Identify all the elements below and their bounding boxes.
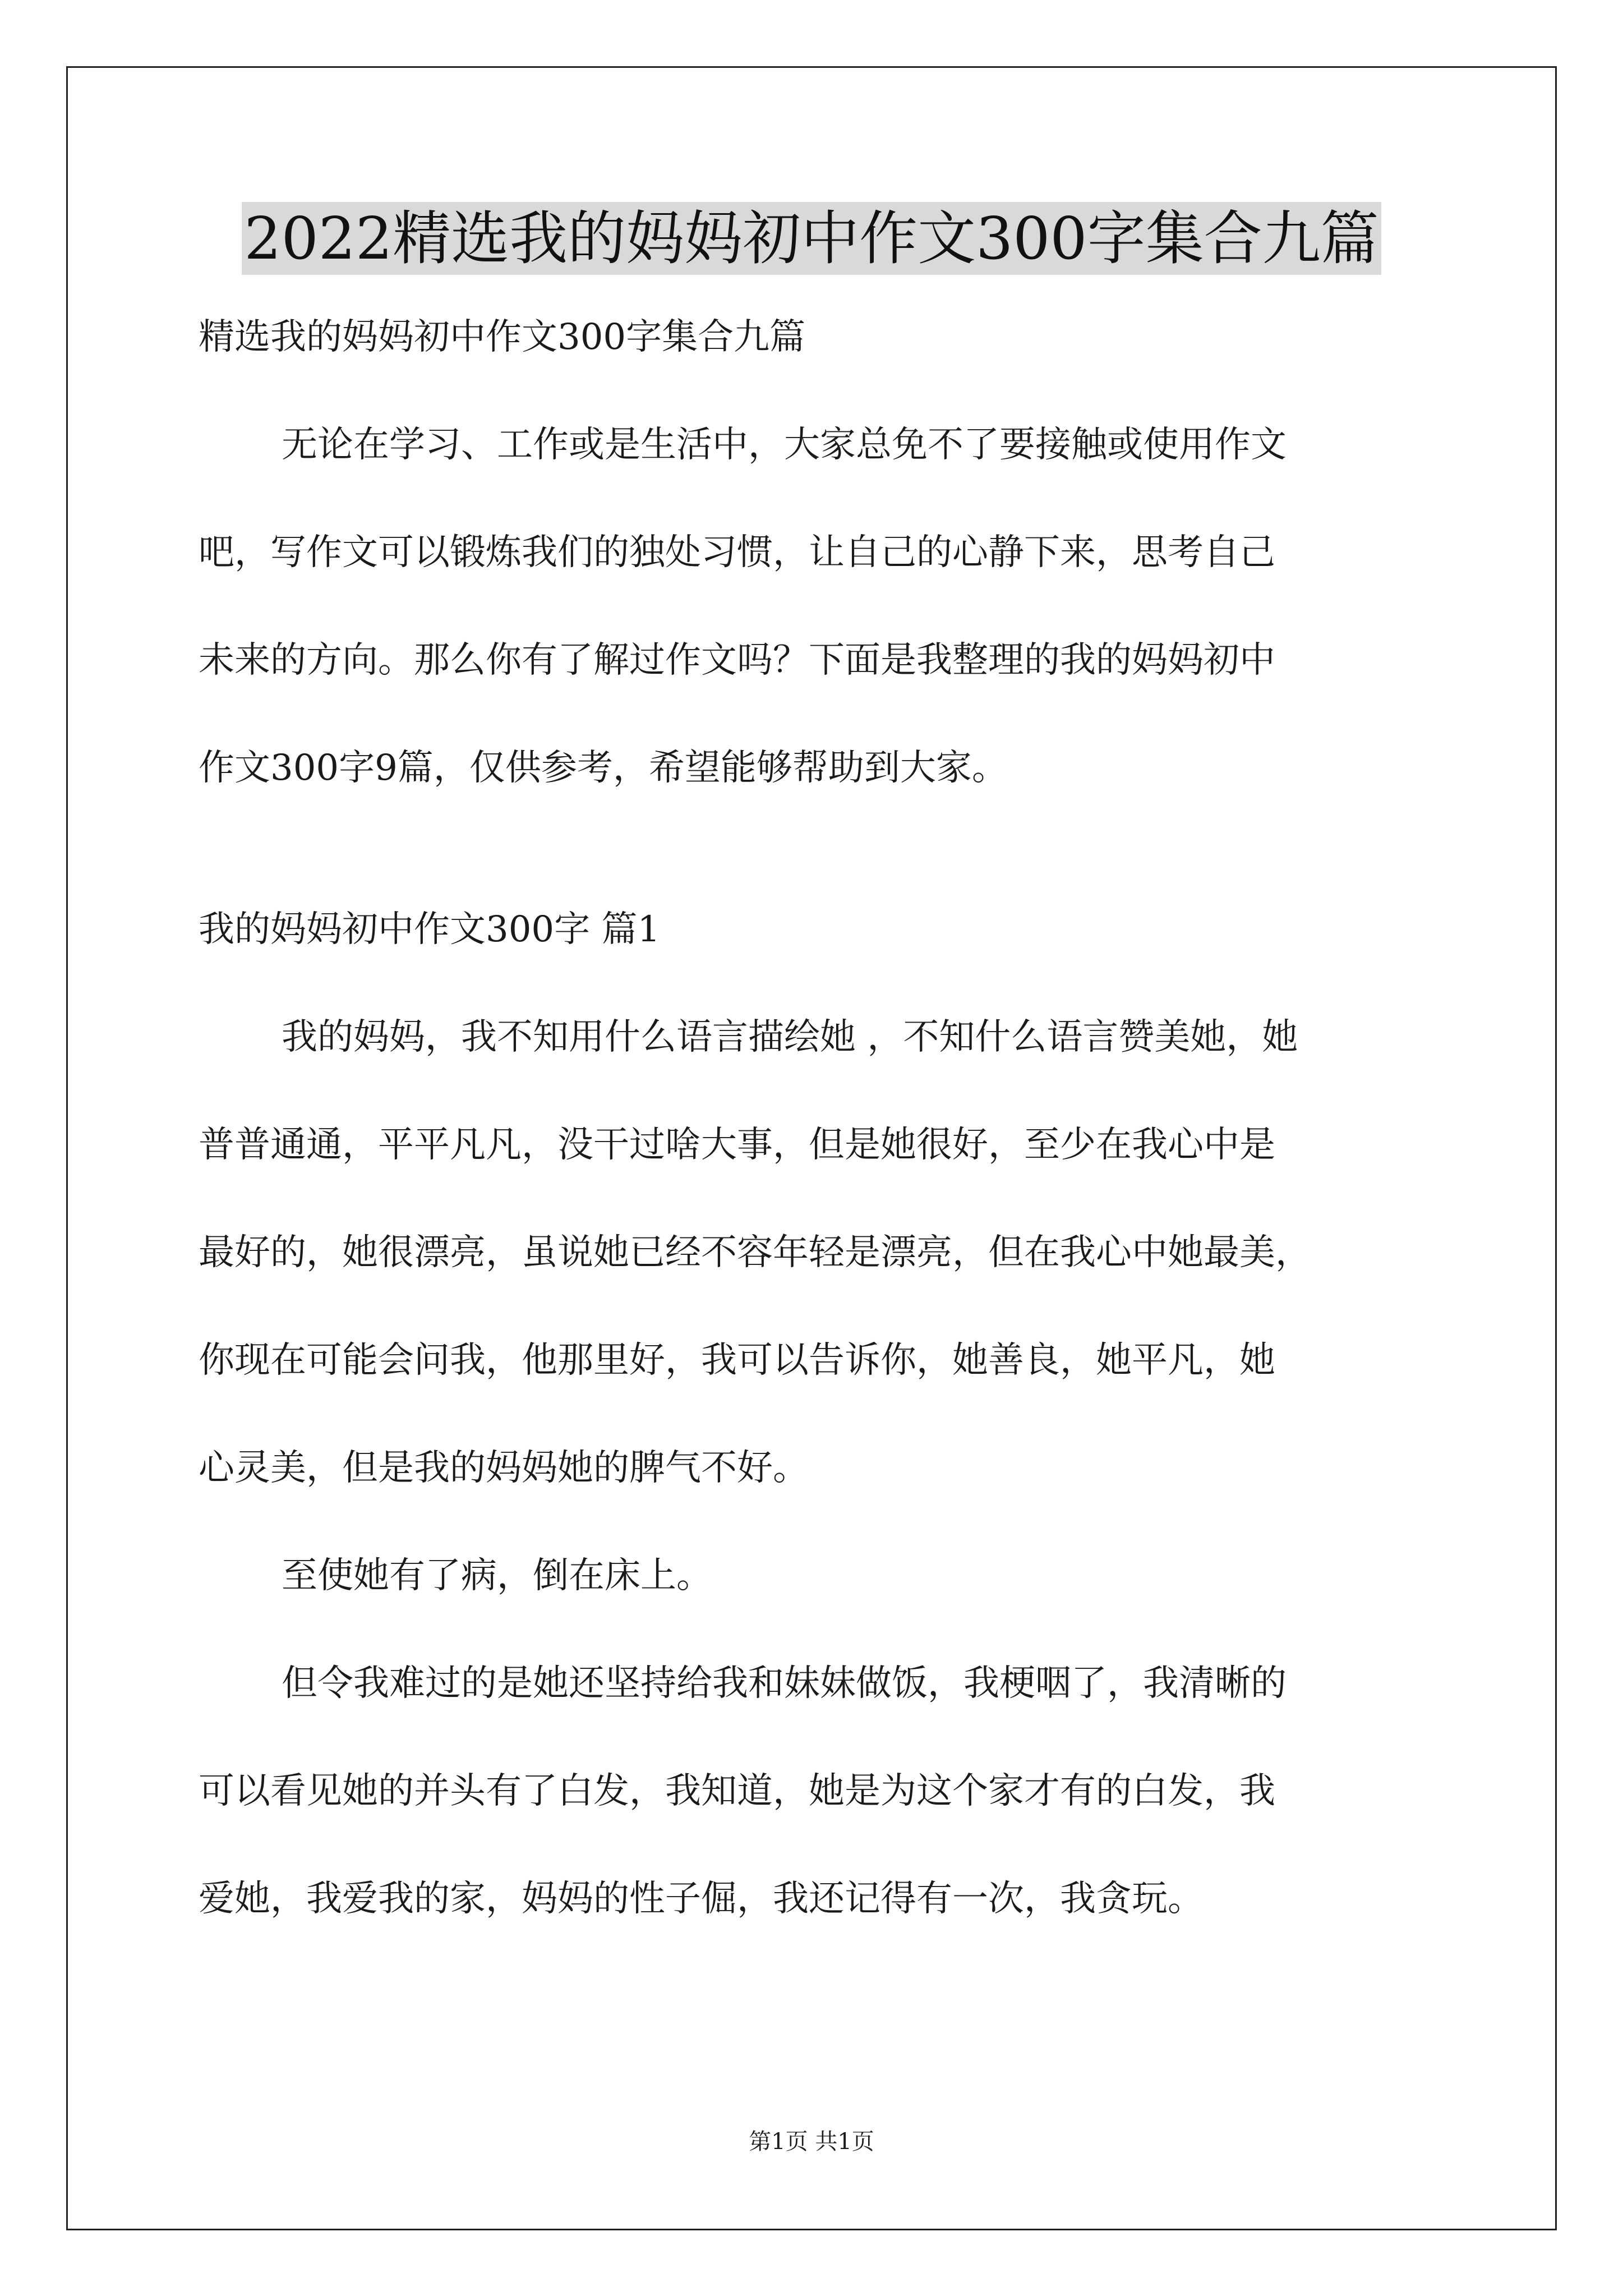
intro-paragraph-line: 无论在学习、工作或是生活中，大家总免不了要接触或使用作文 — [282, 424, 1287, 466]
document-body — [199, 310, 1432, 1980]
title-wrapper — [0, 202, 1623, 275]
essay-paragraph-line: 普普通通，平平凡凡，没干过啥大事，但是她很好，至少在我心中是 — [199, 1124, 1275, 1166]
essay-paragraph-line: 心灵美，但是我的妈妈她的脾气不好。 — [199, 1447, 809, 1489]
essay-paragraph-line: 爱她，我爱我的家，妈妈的性子倔，我还记得有一次，我贪玩。 — [199, 1878, 1204, 1920]
essay-paragraph-line: 最好的，她很漂亮，虽说她已经不容年轻是漂亮，但在我心中她最美， — [199, 1232, 1311, 1273]
document-title: 2022精选我的妈妈初中作文300字集合九篇 — [242, 202, 1381, 275]
essay-paragraph-line: 但令我难过的是她还坚持给我和妹妹做饭，我梗咽了，我清晰的 — [282, 1663, 1287, 1704]
essay-paragraph-line: 我的妈妈，我不知用什么语言描绘她 ，不知什么语言赞美她，她 — [282, 1016, 1298, 1058]
essay-paragraph-line: 可以看见她的并头有了白发，我知道，她是为这个家才有的白发，我 — [199, 1770, 1275, 1812]
intro-paragraph-line: 作文300字9篇，仅供参考，希望能够帮助到大家。 — [199, 747, 1008, 789]
section-heading: 我的妈妈初中作文300字 篇1 — [199, 909, 661, 950]
page-footer: 第1页 共1页 — [749, 2129, 874, 2155]
subtitle-line: 精选我的妈妈初中作文300字集合九篇 — [199, 316, 806, 358]
intro-paragraph-line: 未来的方向。那么你有了解过作文吗？下面是我整理的我的妈妈初中 — [199, 639, 1275, 681]
essay-paragraph-line: 你现在可能会问我，他那里好，我可以告诉你，她善良，她平凡，她 — [199, 1340, 1275, 1381]
intro-paragraph-line: 吧，写作文可以锻炼我们的独处习惯，让自己的心静下来，思考自己 — [199, 532, 1275, 573]
essay-paragraph-line: 至使她有了病，倒在床上。 — [282, 1555, 712, 1596]
